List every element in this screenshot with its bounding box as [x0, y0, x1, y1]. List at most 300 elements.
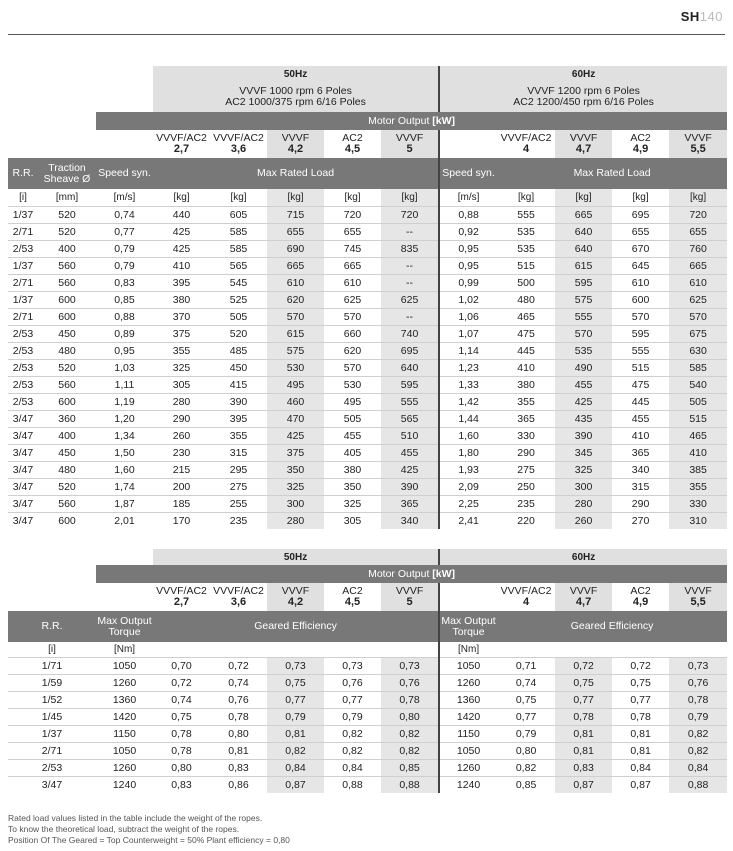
table-cell: 0,72 [210, 658, 267, 675]
unit-cell: [Nm] [439, 642, 497, 658]
table-cell: 0,73 [669, 658, 727, 675]
table-cell: 530 [267, 360, 324, 377]
unit-cell: [kg] [381, 189, 439, 207]
motor-type-label: VVVF/AC2 [156, 585, 207, 597]
table-cell: 0,72 [555, 658, 612, 675]
table-cell: 545 [210, 275, 267, 292]
motor-output-values-row [8, 583, 727, 611]
table-cell: 0,82 [324, 726, 381, 743]
table-cell: 655 [612, 224, 669, 241]
table-cell: 280 [267, 513, 324, 530]
table-cell: 0,81 [555, 726, 612, 743]
table-cell: 0,76 [210, 692, 267, 709]
table-cell: 455 [324, 428, 381, 445]
table-cell: 460 [267, 394, 324, 411]
motor-kw-value: 4,5 [344, 143, 361, 155]
table-cell: 355 [153, 343, 210, 360]
table-cell: 0,88 [381, 777, 439, 794]
table-cell: 455 [381, 445, 439, 462]
table-cell: 2/53 [8, 760, 96, 777]
unit-cell: [mm] [55, 192, 79, 203]
footnote: Rated load values listed in the table include the weight of the ropes. [8, 813, 263, 823]
table-cell: 325 [153, 360, 210, 377]
table-cell: 410 [497, 360, 555, 377]
unit-cell: [m/s] [439, 189, 497, 207]
blank-cell [439, 130, 497, 158]
table-cell: 555 [555, 309, 612, 326]
table-cell: 630 [669, 343, 727, 360]
table-cell: 1/37 [8, 207, 38, 224]
rr-header: R.R. [8, 158, 38, 189]
table-cell: 0,70 [153, 658, 210, 675]
table-cell: 2,41 [439, 513, 497, 530]
table-cell: 620 [267, 292, 324, 309]
table-cell: 640 [381, 360, 439, 377]
table-cell: 1,60 [439, 428, 497, 445]
table-cell: 0,92 [439, 224, 497, 241]
table-cell: 235 [210, 513, 267, 530]
table-cell: 0,80 [497, 743, 555, 760]
motor-spec-50hz [153, 82, 439, 112]
blank-cell [8, 565, 96, 583]
max-load-header: Max Rated Load [497, 158, 727, 189]
motor-output-header [669, 130, 727, 158]
motor-type-label: VVVF [395, 132, 424, 144]
table-cell: 2,09 [439, 479, 497, 496]
table-cell: 570 [324, 360, 381, 377]
motor-output-title: Motor Output [kW] [96, 112, 727, 130]
table-row [8, 241, 727, 258]
table-cell: 670 [612, 241, 669, 258]
table-cell: 515 [497, 258, 555, 275]
table-cell: 0,79 [96, 241, 153, 258]
table-cell: 380 [497, 377, 555, 394]
table-cell: 0,79 [96, 258, 153, 275]
table-cell: 0,85 [381, 760, 439, 777]
table-cell: 585 [210, 224, 267, 241]
table-cell: 0,72 [612, 658, 669, 675]
table-cell: 645 [612, 258, 669, 275]
table-cell: 380 [324, 462, 381, 479]
table-cell: 325 [267, 479, 324, 496]
footnote: Position Of The Geared = Top Counterweight = 50% Plant efficiency = 0,80 [8, 835, 290, 845]
table-row [8, 777, 727, 794]
table-cell: 0,88 [324, 777, 381, 794]
table-cell: 345 [555, 445, 612, 462]
motor-output-header [324, 130, 381, 158]
table-row [8, 411, 727, 428]
table-cell: 1,87 [96, 496, 153, 513]
motor-type-label: AC2 [630, 132, 651, 144]
unit-cell: [kg] [555, 189, 612, 207]
table-cell: 605 [210, 207, 267, 224]
table-cell: 0,79 [267, 709, 324, 726]
table-cell: 565 [381, 411, 439, 428]
motor-output-header [555, 583, 612, 611]
unit-cell: [kg] [173, 192, 190, 203]
table-cell: 610 [612, 275, 669, 292]
table-cell: 0,81 [612, 726, 669, 743]
motor-kw-value: 2,7 [173, 596, 190, 608]
motor-output-header [669, 583, 727, 611]
unit-cell: [Nm] [113, 644, 136, 655]
table-cell: 0,88 [669, 777, 727, 794]
table-cell: 255 [210, 496, 267, 513]
table-cell: 0,88 [439, 207, 497, 224]
table-cell: 600 [38, 394, 96, 411]
motor-type-label: VVVF/AC2 [500, 585, 552, 597]
table-cell: 330 [669, 496, 727, 513]
table-cell: 595 [381, 377, 439, 394]
table-row [8, 462, 727, 479]
table-cell: 0,95 [439, 258, 497, 275]
motor-spec-row [8, 82, 727, 112]
table-cell: 1260 [439, 760, 497, 777]
frequency-row [8, 549, 727, 565]
table-cell: 575 [267, 343, 324, 360]
table-cell: 0,78 [153, 743, 210, 760]
table-cell: 625 [381, 292, 439, 309]
table-cell: 425 [153, 241, 210, 258]
table-row [8, 675, 727, 692]
ac2-spec: AC2 1200/450 rpm 6/16 Poles [513, 96, 654, 108]
motor-output-header [612, 130, 669, 158]
table-cell: 1050 [96, 658, 153, 675]
table-cell: 0,78 [612, 709, 669, 726]
table-cell: 505 [324, 411, 381, 428]
motor-type-label: AC2 [342, 585, 363, 597]
table-cell: 640 [555, 224, 612, 241]
frequency-60hz: 60Hz [439, 549, 727, 565]
table-cell: 600 [38, 513, 96, 530]
table-cell: 385 [669, 462, 727, 479]
table-cell: 530 [324, 377, 381, 394]
table-cell: 760 [669, 241, 727, 258]
table-cell: 310 [669, 513, 727, 530]
table-row [8, 207, 727, 224]
table-cell: 560 [38, 377, 96, 394]
table-row [8, 309, 727, 326]
table-cell: 0,74 [497, 675, 555, 692]
table-cell: 1,23 [439, 360, 497, 377]
efficiency-table [8, 549, 727, 793]
table-cell: 655 [324, 224, 381, 241]
table-cell: 305 [153, 377, 210, 394]
motor-output-header [267, 583, 324, 611]
table-cell: 2/53 [8, 343, 38, 360]
table-cell: 465 [669, 428, 727, 445]
table-cell: 510 [381, 428, 439, 445]
table-row [8, 743, 727, 760]
motor-type-label: VVVF/AC2 [500, 132, 552, 144]
table-cell: 0,87 [267, 777, 324, 794]
table-cell: 1360 [96, 692, 153, 709]
motor-kw-value: 4 [523, 143, 530, 155]
motor-type-label: VVVF [569, 132, 598, 144]
table-cell: 1,02 [439, 292, 497, 309]
table-cell: 555 [612, 343, 669, 360]
table-cell: 565 [210, 258, 267, 275]
table-cell: 0,78 [555, 709, 612, 726]
motor-kw-value: 5 [406, 143, 413, 155]
motor-kw-value: 5,5 [690, 596, 706, 608]
table-cell: 425 [267, 428, 324, 445]
column-header-row [8, 611, 727, 642]
table-cell: 740 [381, 326, 439, 343]
table-cell: 535 [555, 343, 612, 360]
table-cell: 585 [669, 360, 727, 377]
motor-type-label: VVVF [281, 132, 310, 144]
motor-output-header [267, 130, 324, 158]
table-cell: 235 [497, 496, 555, 513]
table-cell: 0,84 [669, 760, 727, 777]
table-cell: 0,76 [669, 675, 727, 692]
table-cell: 1,07 [439, 326, 497, 343]
table-cell: 410 [153, 258, 210, 275]
unit-cell: [kg] [669, 189, 727, 207]
table-cell: 0,75 [612, 675, 669, 692]
table-cell: 505 [210, 309, 267, 326]
table-cell: 0,82 [497, 760, 555, 777]
table-cell: 290 [153, 411, 210, 428]
table-cell: 375 [153, 326, 210, 343]
table-cell: 450 [38, 326, 96, 343]
table-cell: 1/45 [8, 709, 96, 726]
blank-cell [439, 583, 497, 611]
table-cell: 0,82 [381, 743, 439, 760]
blank-cell [8, 112, 96, 130]
blank-cell [8, 66, 153, 82]
table-cell: 480 [497, 292, 555, 309]
table-cell: 675 [669, 326, 727, 343]
table-cell: 325 [324, 496, 381, 513]
table-row [8, 377, 727, 394]
table-cell: 3/47 [8, 777, 96, 794]
table-cell: 410 [669, 445, 727, 462]
table-cell: 290 [497, 445, 555, 462]
table-cell: 1,74 [96, 479, 153, 496]
table-cell: 0,76 [324, 675, 381, 692]
torque-header: Max Output Torque [96, 611, 153, 642]
table-cell: -- [381, 309, 439, 326]
table-cell: 215 [153, 462, 210, 479]
table-cell: 520 [38, 479, 96, 496]
table-cell: 370 [153, 309, 210, 326]
table-cell: 0,84 [612, 760, 669, 777]
motor-kw-value: 5,5 [690, 143, 706, 155]
table-cell: 0,95 [96, 343, 153, 360]
table-row [8, 394, 727, 411]
table-cell: 0,77 [96, 224, 153, 241]
table-row [8, 692, 727, 709]
motor-kw-value: 3,6 [230, 596, 247, 608]
table-cell: 2/53 [8, 241, 38, 258]
table-cell: 0,83 [153, 777, 210, 794]
table-cell: 695 [612, 207, 669, 224]
table-row [8, 360, 727, 377]
table-cell: 355 [210, 428, 267, 445]
motor-type-label: VVVF/AC2 [156, 132, 207, 144]
table-cell: 625 [669, 292, 727, 309]
table-cell: 1,11 [96, 377, 153, 394]
brand-logo: SH140 [680, 9, 723, 24]
vvvf-spec: VVVF 1200 rpm 6 Poles [527, 84, 640, 97]
table-cell: 1,80 [439, 445, 497, 462]
units-row [8, 189, 727, 207]
motor-kw-value: 4,9 [632, 596, 649, 608]
table-cell: 350 [267, 462, 324, 479]
table-cell: 1240 [439, 777, 497, 794]
table-cell: 360 [38, 411, 96, 428]
table-cell: 0,87 [612, 777, 669, 794]
table-cell: 1,44 [439, 411, 497, 428]
table-cell: 0,88 [96, 309, 153, 326]
table-cell: -- [381, 258, 439, 275]
table-cell: 0,72 [153, 675, 210, 692]
table-cell: 660 [324, 326, 381, 343]
motor-output-row [8, 112, 727, 130]
load-table [8, 66, 727, 529]
table-cell: 1260 [96, 675, 153, 692]
table-cell: 690 [267, 241, 324, 258]
table-cell: 475 [497, 326, 555, 343]
table-cell: 315 [612, 479, 669, 496]
table-cell: 600 [38, 309, 96, 326]
table-cell: 0,79 [324, 709, 381, 726]
table-cell: 300 [267, 496, 324, 513]
table-cell: 560 [38, 496, 96, 513]
table-cell: 475 [612, 377, 669, 394]
unit-label: [kW] [432, 115, 456, 127]
table-cell: 0,75 [555, 675, 612, 692]
table-cell: 415 [210, 377, 267, 394]
table-cell: 1,33 [439, 377, 497, 394]
table-cell: 455 [612, 411, 669, 428]
table-cell: 1420 [439, 709, 497, 726]
table-cell: 570 [669, 309, 727, 326]
table-cell: 170 [153, 513, 210, 530]
motor-kw-value: 5 [406, 596, 413, 608]
table-cell: 535 [497, 241, 555, 258]
table-cell: 0,77 [324, 692, 381, 709]
motor-type-label: AC2 [342, 132, 363, 144]
table-cell: 3/47 [8, 411, 38, 428]
table-cell: 720 [669, 207, 727, 224]
table-cell: 1050 [439, 658, 497, 675]
table-cell: 0,85 [497, 777, 555, 794]
table-cell: 355 [497, 394, 555, 411]
table-cell: 0,87 [555, 777, 612, 794]
motor-output-row [8, 565, 727, 583]
table-cell: 380 [153, 292, 210, 309]
unit-cell: [i] [48, 644, 56, 655]
table-cell: 0,82 [267, 743, 324, 760]
table-cell: 505 [669, 394, 727, 411]
blank-cell [497, 642, 727, 658]
table-cell: 450 [210, 360, 267, 377]
table-row [8, 479, 727, 496]
table-cell: 1360 [439, 692, 497, 709]
sheave-header: Traction Sheave Ø [38, 158, 96, 189]
table-cell: 2/53 [8, 326, 38, 343]
table-cell: -- [381, 224, 439, 241]
table-cell: 485 [210, 343, 267, 360]
table-cell: 2,01 [96, 513, 153, 530]
table-cell: 2/71 [8, 275, 38, 292]
motor-kw-value: 4,2 [287, 143, 304, 155]
table-cell: 835 [381, 241, 439, 258]
table-cell: 570 [324, 309, 381, 326]
motor-type-label: VVVF/AC2 [213, 132, 264, 144]
table-cell: 0,79 [497, 726, 555, 743]
table-cell: 0,84 [324, 760, 381, 777]
table-cell: 1/37 [8, 292, 38, 309]
table-cell: 1150 [439, 726, 497, 743]
motor-output-header [210, 130, 267, 158]
table-cell: 615 [555, 258, 612, 275]
table-cell: 340 [612, 462, 669, 479]
table-cell: 1/37 [8, 726, 96, 743]
table-cell: 445 [497, 343, 555, 360]
table-cell: 1,60 [96, 462, 153, 479]
table-cell: 655 [669, 224, 727, 241]
table-cell: 220 [497, 513, 555, 530]
table-cell: 570 [555, 326, 612, 343]
table-cell: 3/47 [8, 479, 38, 496]
table-cell: 1240 [96, 777, 153, 794]
motor-output-header [324, 583, 381, 611]
table-cell: 0,86 [210, 777, 267, 794]
table-cell: 600 [38, 292, 96, 309]
table-cell: 0,83 [96, 275, 153, 292]
table-cell: 720 [324, 207, 381, 224]
table-cell: -- [381, 275, 439, 292]
table-cell: 305 [324, 513, 381, 530]
table-cell: 390 [555, 428, 612, 445]
table-cell: 330 [497, 428, 555, 445]
table-cell: 0,77 [612, 692, 669, 709]
unit-cell: [kg] [344, 192, 361, 203]
table-cell: 1,93 [439, 462, 497, 479]
blank-cell [8, 130, 153, 158]
motor-output-values-row [8, 130, 727, 158]
table-cell: 520 [38, 224, 96, 241]
table-cell: 2/53 [8, 394, 38, 411]
table-cell: 0,73 [324, 658, 381, 675]
table-cell: 0,83 [210, 760, 267, 777]
table-cell: 3/47 [8, 513, 38, 530]
table-cell: 340 [381, 513, 439, 530]
table-cell: 300 [555, 479, 612, 496]
table-cell: 0,89 [96, 326, 153, 343]
header-divider [8, 34, 725, 35]
table-cell: 0,82 [669, 743, 727, 760]
table-row [8, 760, 727, 777]
table-cell: 0,95 [439, 241, 497, 258]
table-cell: 1,20 [96, 411, 153, 428]
motor-type-label: VVVF [395, 585, 424, 597]
table-cell: 615 [267, 326, 324, 343]
table-cell: 610 [267, 275, 324, 292]
motor-output-title: Motor Output [kW] [96, 565, 727, 583]
table-row [8, 445, 727, 462]
table-cell: 1,06 [439, 309, 497, 326]
table-cell: 585 [210, 241, 267, 258]
table-cell: 600 [612, 292, 669, 309]
table-cell: 365 [612, 445, 669, 462]
table-cell: 620 [324, 343, 381, 360]
table-cell: 470 [267, 411, 324, 428]
